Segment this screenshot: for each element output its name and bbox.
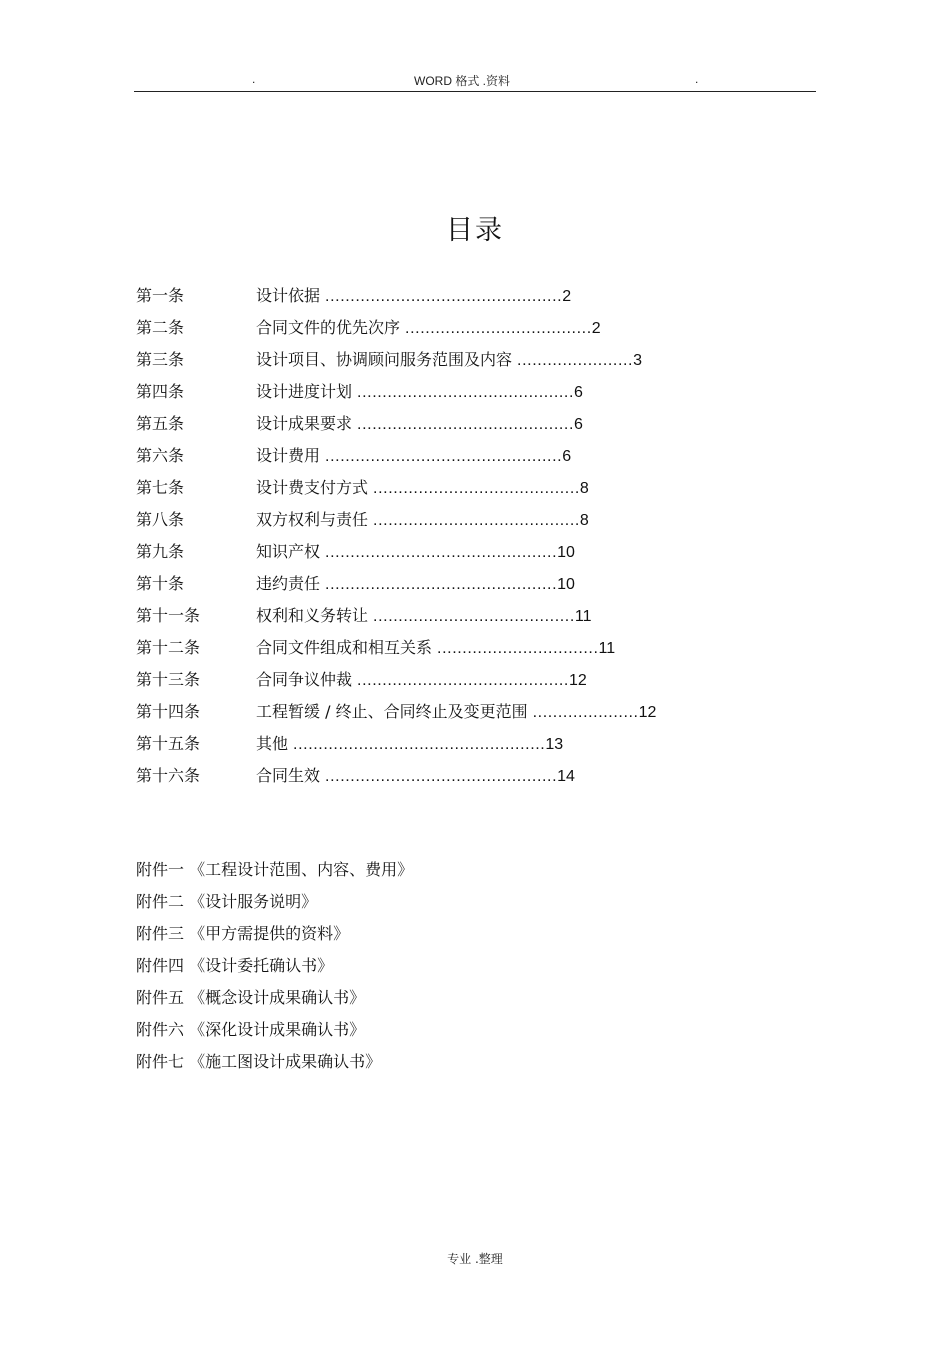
- toc-dot-leader: ........................................: [368, 608, 575, 625]
- toc-row[interactable]: [136, 570, 776, 602]
- toc-row[interactable]: [136, 506, 776, 538]
- toc-entry: [256, 410, 583, 439]
- toc-list: [136, 282, 776, 794]
- toc-row[interactable]: [136, 410, 776, 442]
- toc-entry-title: 其他: [256, 734, 289, 753]
- toc-article-number: 第七条: [136, 478, 185, 497]
- toc-dot-leader: ...............................................: [320, 448, 563, 465]
- toc-article-number: 第十一条: [136, 606, 201, 625]
- toc-row[interactable]: [136, 314, 776, 346]
- toc-article-number: 第十二条: [136, 638, 201, 657]
- toc-row[interactable]: [136, 698, 776, 730]
- toc-entry-title: 知识产权: [256, 542, 321, 561]
- toc-page-number: 6: [574, 416, 583, 433]
- toc-page-number: 6: [562, 448, 572, 465]
- toc-article-number: 第十六条: [136, 766, 201, 785]
- header-dot-right: .: [695, 72, 699, 86]
- toc-article-number: 第一条: [136, 286, 185, 305]
- annex-item[interactable]: 附件四 《设计委托确认书》: [136, 956, 334, 975]
- toc-row[interactable]: [136, 474, 776, 506]
- toc-article-number: 第六条: [136, 446, 185, 465]
- toc-article-number: 第十五条: [136, 734, 201, 753]
- toc-entry-title: 设计成果要求: [256, 414, 353, 433]
- toc-entry-title: 合同文件的优先次序: [256, 318, 401, 337]
- toc-row[interactable]: [136, 442, 776, 474]
- toc-entry-title: 设计费支付方式: [256, 478, 369, 497]
- toc-dot-leader: ...........................................: [352, 384, 575, 401]
- toc-row[interactable]: [136, 634, 776, 666]
- header-title: WORD 格式 .资料: [414, 74, 510, 88]
- toc-page-number: 8: [579, 480, 589, 497]
- toc-entry: [256, 474, 589, 503]
- toc-entry: [256, 346, 642, 375]
- toc-entry: [256, 602, 591, 631]
- toc-row[interactable]: [136, 762, 776, 794]
- toc-article-number: 第八条: [136, 510, 185, 529]
- toc-row[interactable]: [136, 730, 776, 762]
- toc-article-number: 第九条: [136, 542, 185, 561]
- toc-entry-title: 设计项目、协调顾问服务范围及内容: [256, 350, 513, 369]
- toc-page-number: 12: [638, 704, 657, 721]
- toc-page-number: 8: [579, 512, 589, 529]
- toc-row[interactable]: [136, 602, 776, 634]
- toc-entry-title: 工程暂缓 / 终止、合同终止及变更范围: [256, 702, 528, 721]
- toc-dot-leader: .....................................: [400, 320, 592, 337]
- toc-entry: [256, 570, 575, 599]
- annex-item[interactable]: 附件二 《设计服务说明》: [136, 892, 318, 911]
- toc-page-number: 10: [557, 544, 575, 561]
- toc-dot-leader: ..........................................: [352, 672, 569, 689]
- toc-page-number: 12: [568, 672, 587, 689]
- toc-article-number: 第五条: [136, 414, 185, 433]
- header-dot-left: .: [252, 72, 256, 86]
- toc-entry: [256, 666, 587, 695]
- toc-entry-title: 合同文件组成和相互关系: [256, 638, 433, 657]
- toc-article-number: 第十三条: [136, 670, 201, 689]
- toc-article-number: 第三条: [136, 350, 185, 369]
- toc-dot-leader: .......................: [512, 352, 634, 369]
- toc-page-number: 6: [574, 384, 583, 401]
- toc-article-number: 第四条: [136, 382, 185, 401]
- toc-dot-leader: ..............................................: [320, 768, 558, 785]
- toc-entry: [256, 538, 575, 567]
- toc-dot-leader: ................................: [432, 640, 599, 657]
- toc-dot-leader: .....................: [527, 704, 639, 721]
- toc-page-number: 11: [574, 608, 592, 625]
- toc-dot-leader: .........................................: [368, 512, 580, 529]
- page-footer: 专业 .整理: [447, 1252, 503, 1266]
- annex-item[interactable]: 附件六 《深化设计成果确认书》: [136, 1020, 366, 1039]
- toc-entry: [256, 634, 615, 663]
- toc-page-number: 11: [598, 640, 616, 657]
- annex-item[interactable]: 附件一 《工程设计范围、内容、费用》: [136, 860, 414, 879]
- toc-article-number: 第二条: [136, 318, 185, 337]
- toc-entry: [256, 282, 571, 311]
- toc-row[interactable]: [136, 378, 776, 410]
- toc-page-number: 10: [557, 576, 575, 593]
- annex-list: [136, 856, 776, 1080]
- toc-entry: [256, 378, 583, 407]
- toc-dot-leader: ..............................................: [320, 576, 558, 593]
- toc-dot-leader: ..................................................: [288, 736, 546, 753]
- toc-page-number: 2: [591, 320, 601, 337]
- toc-row[interactable]: [136, 666, 776, 698]
- annex-item[interactable]: 附件三 《甲方需提供的资料》: [136, 924, 350, 943]
- toc-row[interactable]: [136, 346, 776, 378]
- toc-entry-title: 设计依据: [256, 286, 321, 305]
- toc-entry: [256, 730, 563, 759]
- toc-dot-leader: ...............................................: [320, 288, 563, 305]
- toc-dot-leader: .........................................: [368, 480, 580, 497]
- toc-entry-title: 设计费用: [256, 446, 321, 465]
- toc-entry-title: 设计进度计划: [256, 382, 353, 401]
- annex-item[interactable]: 附件五 《概念设计成果确认书》: [136, 988, 366, 1007]
- toc-article-number: 第十条: [136, 574, 185, 593]
- toc-page-number: 14: [557, 768, 575, 785]
- toc-entry-title: 合同生效: [256, 766, 321, 785]
- toc-entry: [256, 506, 589, 535]
- toc-page-number: 3: [633, 352, 643, 369]
- toc-row[interactable]: [136, 282, 776, 314]
- toc-dot-leader: ..............................................: [320, 544, 558, 561]
- toc-heading: 目录: [446, 215, 504, 246]
- annex-item[interactable]: 附件七 《施工图设计成果确认书》: [136, 1052, 382, 1071]
- toc-dot-leader: ...........................................: [352, 416, 575, 433]
- toc-article-number: 第十四条: [136, 702, 201, 721]
- toc-entry-title: 合同争议仲裁: [256, 670, 353, 689]
- toc-entry: [256, 442, 571, 471]
- toc-entry: [256, 314, 601, 343]
- toc-entry: [256, 762, 575, 791]
- toc-page-number: 2: [562, 288, 572, 305]
- toc-entry-title: 权利和义务转让: [256, 606, 369, 625]
- toc-entry-title: 违约责任: [256, 574, 321, 593]
- toc-entry-title: 双方权利与责任: [256, 510, 369, 529]
- toc-entry: [256, 698, 656, 727]
- toc-row[interactable]: [136, 538, 776, 570]
- toc-page-number: 13: [545, 736, 564, 753]
- page-header: [134, 66, 816, 92]
